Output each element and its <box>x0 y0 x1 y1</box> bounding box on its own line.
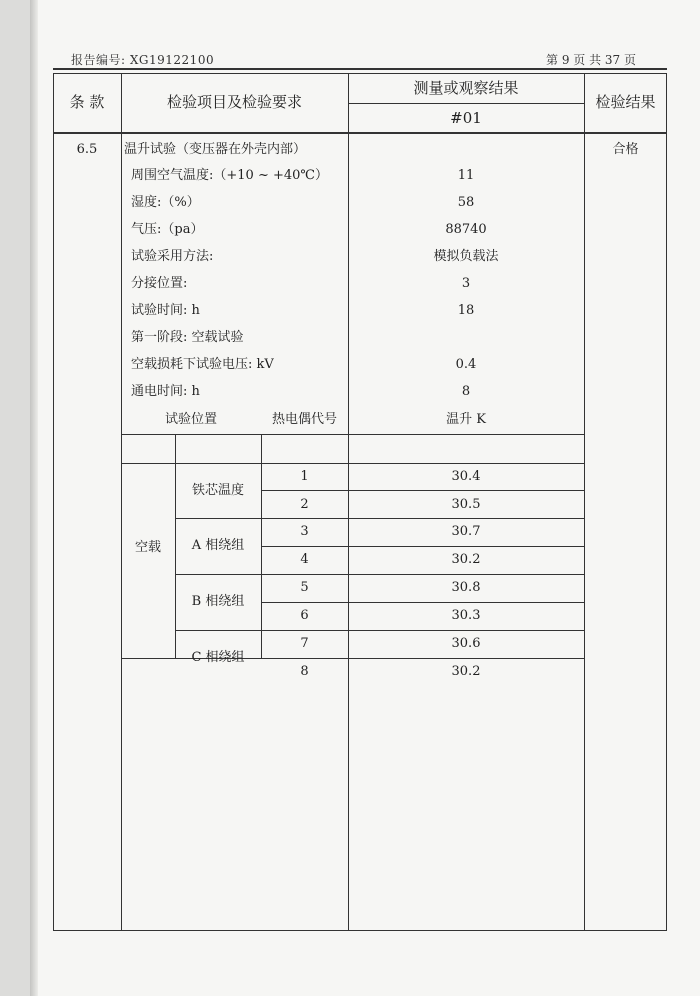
thermocouple-header: 热电偶代号 <box>271 412 337 427</box>
col-line-clause <box>121 74 122 930</box>
group-name: 铁芯温度 <box>191 483 244 498</box>
measure-row-line-3 <box>261 546 584 547</box>
temperature-rise-value: 30.2 <box>451 552 481 567</box>
temperature-rise-value: 30.4 <box>451 469 481 484</box>
header-bottom-rule <box>53 132 667 134</box>
group-row-line-1 <box>121 463 584 464</box>
test-title: 温升试验（变压器在外壳内部） <box>124 142 307 157</box>
param-value: 11 <box>457 168 475 183</box>
item-header: 检验项目及检验要求 <box>166 93 302 111</box>
table-bottom-rule <box>53 930 667 931</box>
page-info: 第 9 页 共 37 页 <box>546 53 636 67</box>
param-label: 气压:（pa） <box>131 222 204 237</box>
param-label: 试验时间: h <box>131 303 200 318</box>
result-header: 检验结果 <box>595 93 656 111</box>
param-value: 88740 <box>445 222 487 237</box>
thermocouple-code: 1 <box>300 469 309 484</box>
clause-header: 条 款 <box>69 93 105 111</box>
measure-row-line-5 <box>261 602 584 603</box>
param-label: 试验采用方法: <box>131 249 214 264</box>
thermocouple-code: 5 <box>300 580 309 595</box>
param-value: 8 <box>461 384 471 399</box>
param-value: 0.4 <box>455 357 477 372</box>
param-label: 湿度:（%） <box>131 195 200 210</box>
param-value: 3 <box>461 276 471 291</box>
binding-fold <box>30 0 38 996</box>
thermocouple-code: 3 <box>300 524 309 539</box>
thermocouple-code: 2 <box>300 497 309 512</box>
param-value: 58 <box>457 195 475 210</box>
measure-row-line-6 <box>175 630 584 631</box>
sample-header: #01 <box>450 109 482 127</box>
temperature-rise-value: 30.2 <box>451 664 481 679</box>
measure-row-line-2 <box>175 518 584 519</box>
param-label: 通电时间: h <box>131 384 200 399</box>
col-line-measure <box>584 74 585 930</box>
header-rule-thin <box>53 73 667 74</box>
rise-header: 温升 K <box>446 412 486 427</box>
group-name: B 相绕组 <box>191 594 245 609</box>
subheader-top-rule <box>121 434 584 435</box>
param-label: 第一阶段: 空载试验 <box>131 330 244 345</box>
table-border-right <box>666 74 667 930</box>
temperature-rise-value: 30.7 <box>451 524 481 539</box>
no-load-label: 空载 <box>134 540 161 555</box>
temperature-rise-value: 30.3 <box>451 608 481 623</box>
temperature-rise-value: 30.5 <box>451 497 481 512</box>
verdict: 合格 <box>612 142 639 157</box>
param-label: 空载损耗下试验电压: kV <box>131 357 274 372</box>
report-number-label: 报告编号: <box>71 53 126 67</box>
thermocouple-code: 7 <box>300 636 309 651</box>
table-border-left <box>53 74 54 930</box>
report-number-value: XG19122100 <box>129 53 215 67</box>
position-header: 试验位置 <box>164 412 217 427</box>
thermocouple-code: 8 <box>300 664 309 679</box>
measure-header: 测量或观察结果 <box>413 79 519 97</box>
clause-number: 6.5 <box>76 142 98 157</box>
thermocouple-code: 4 <box>300 552 309 567</box>
param-label: 周围空气温度:（+10 ~ +40℃） <box>131 168 328 183</box>
header-rule-thick <box>53 68 667 70</box>
group-name: C 相绕组 <box>191 650 245 665</box>
report-number <box>71 51 214 68</box>
param-value: 18 <box>457 303 475 318</box>
thermocouple-code: 6 <box>300 608 309 623</box>
temperature-rise-value: 30.6 <box>451 636 481 651</box>
measure-header-divider <box>348 103 584 104</box>
group-name: A 相绕组 <box>191 538 245 553</box>
param-label: 分接位置: <box>131 276 188 291</box>
param-value: 模拟负载法 <box>433 249 499 264</box>
measure-row-line-4 <box>175 574 584 575</box>
temperature-rise-value: 30.8 <box>451 580 481 595</box>
measure-row-line-1 <box>261 490 584 491</box>
